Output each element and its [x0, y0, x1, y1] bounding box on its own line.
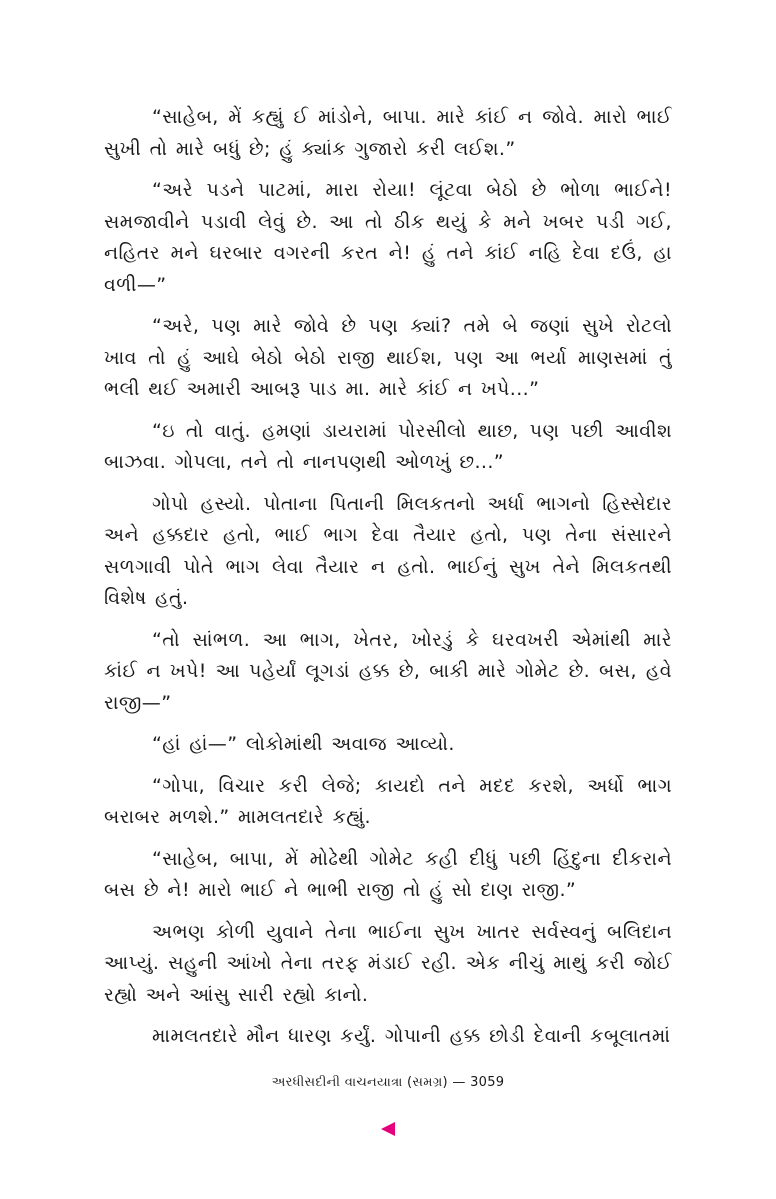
paragraph: “તો સાંભળ. આ ભાગ, ખેતર, ખોરડું કે ઘરવખરી એમાંથી મારે કાંઈ ન ખપે! આ પહેર્યાં લૂગડાં હક્ક છે, બાકી મારે ગોમેટ છે. બસ, હવે રાજી—” — [104, 628, 672, 714]
paragraph: “અરે પડને પાટમાં, મારા રોયા! લૂંટવા બેઠો છે ભોળા ભાઈને! સમજાવીને પડાવી લેવું છે. આ તો ઠીક થયું કે મને ખબર પડી ગઈ, નહિતર મને ઘરબાર વગરની કરત ને! હું તને કાંઈ નહિ દેવા દઉં, હા વળી—” — [104, 179, 672, 296]
page-body — [104, 102, 672, 1063]
page-footer: અરધીસદીની વાચનયાત્રા (સમગ્ર) — 3059 — [271, 1075, 505, 1090]
paragraph: “ગોપા, વિચાર કરી લેજે; કાયદો તને મદદ કરશે, અર્ધો ભાગ બરાબર મળશે.” મામલતદારે કહ્યું. — [104, 774, 672, 828]
paragraph: “અરે, પણ મારે જોવે છે પણ ક્યાં? તમે બે જણાં સુખે રોટલો ખાવ તો હું આઘે બેઠો બેઠો રાજી થાઈશ, પણ આ ભર્યા માણસમાં તું ભલી થઈ અમારી આબરૂ પાડ મા. મારે કાંઈ ન ખપે...” — [104, 315, 672, 400]
paragraph: ગોપો હસ્યો. પોતાના પિતાની મિલકતનો અર્ધા ભાગનો હિસ્સેદાર અને હક્કદાર હતો, ભાઈ ભાગ દેવા તૈયાર હતો, પણ તેના સંસારને સળગાવી પોતે ભાગ લેવા તૈયાર ન હતો. ભાઈનું સુખ તેને મિલકતથી વિશેષ હતું. — [104, 492, 672, 609]
paragraph: મામલતદારે મૌન ધારણ કર્યું. ગોપાની હક્ક છોડી દેવાની કબૂલાતમાં — [152, 1025, 671, 1047]
paragraph: “સાહેબ, મેં કહ્યું ઈ માંડોને, બાપા. મારે કાંઈ ન જોવે. મારો ભાઈ સુખી તો મારે બધું છે; હું ક્યાંક ગુજારો કરી લઈશ.” — [104, 106, 672, 160]
previous-page-arrow-icon[interactable] — [381, 1122, 395, 1136]
paragraph: “હાં હાં—” લોકોમાંથી અવાજ આવ્યો. — [152, 733, 455, 755]
paragraph: અભણ કોળી યુવાને તેના ભાઈના સુખ ખાતર સર્વસ્વનું બલિદાન આપ્યું. સહુની આંખો તેના તરફ મંડાઈ રહી. એક નીચું માથું કરી જોઈ રહ્યો અને આંસુ સારી રહ્યો કાનો. — [104, 920, 672, 1006]
paragraph: “ઇ તો વાતું. હમણાં ડાયરામાં પોરસીલો થાછ, પણ પછી આવીશ બાઝવા. ગોપલા, તને તો નાનપણથી ઓળખું છ...” — [104, 419, 672, 473]
paragraph: “સાહેબ, બાપા, મેં મોઢેથી ગોમેટ કહી દીધું પછી હિંદુના દીકરાને બસ છે ને! મારો ભાઈ ને ભાભી રાજી તો હું સો દાણ રાજી.” — [104, 847, 672, 901]
